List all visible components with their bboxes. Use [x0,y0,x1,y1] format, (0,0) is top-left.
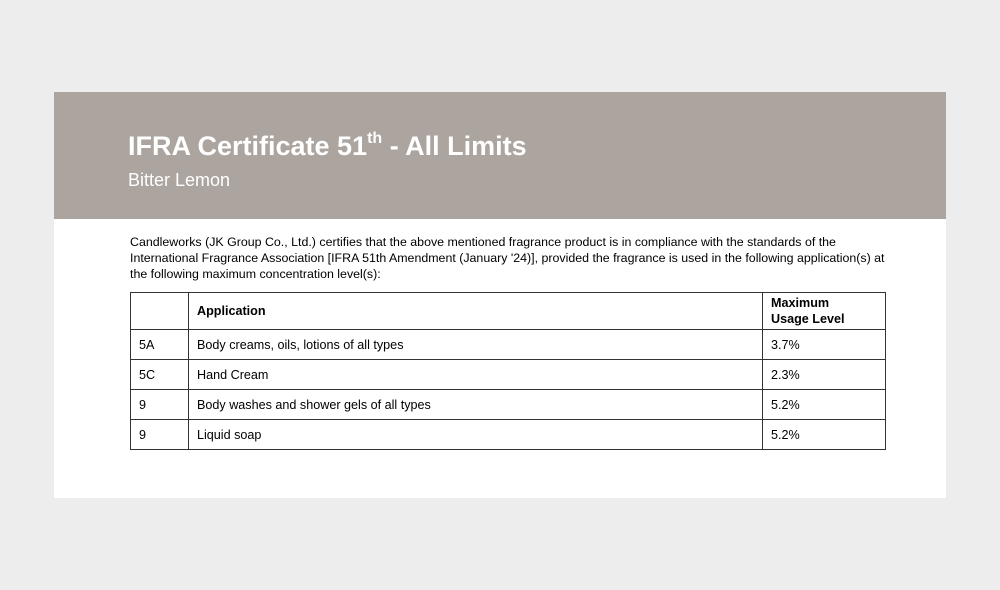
page-title [128,129,527,163]
row-level: 3.7% [763,330,886,360]
row-code: 9 [131,390,189,420]
title-superscript: th [367,130,383,147]
header-max-usage-level [763,293,886,330]
header-application: Application [189,293,763,330]
product-name: Bitter Lemon [128,170,231,190]
certificate-page [54,92,946,498]
table-row [131,420,886,450]
title-rest: - All Limits [382,131,527,161]
row-application: Body creams, oils, lotions of all types [189,330,763,360]
row-application: Hand Cream [189,360,763,390]
compliance-statement: Candleworks (JK Group Co., Ltd.) certifies that the above mentioned fragrance product is in compliance with the standards of the International Fragrance Association [IFRA 51th Amendment (January '24)], provided the fragrance is used in the following application(s) at the following maximum concentration level(s): [130,235,885,281]
row-code: 5A [131,330,189,360]
table-header-row [131,293,886,330]
certificate-header [54,92,946,219]
header-level-line1: Maximum [771,296,830,310]
usage-limits-table [130,292,886,450]
title-main: IFRA Certificate 51 [128,131,368,161]
table-row [131,360,886,390]
header-code [131,293,189,330]
table-row [131,390,886,420]
row-code: 9 [131,420,189,450]
row-level: 2.3% [763,360,886,390]
row-level: 5.2% [763,390,886,420]
row-code: 5C [131,360,189,390]
table-row [131,330,886,360]
header-level-line2: Usage Level [771,312,845,326]
row-application: Liquid soap [189,420,763,450]
row-level: 5.2% [763,420,886,450]
row-application: Body washes and shower gels of all types [189,390,763,420]
